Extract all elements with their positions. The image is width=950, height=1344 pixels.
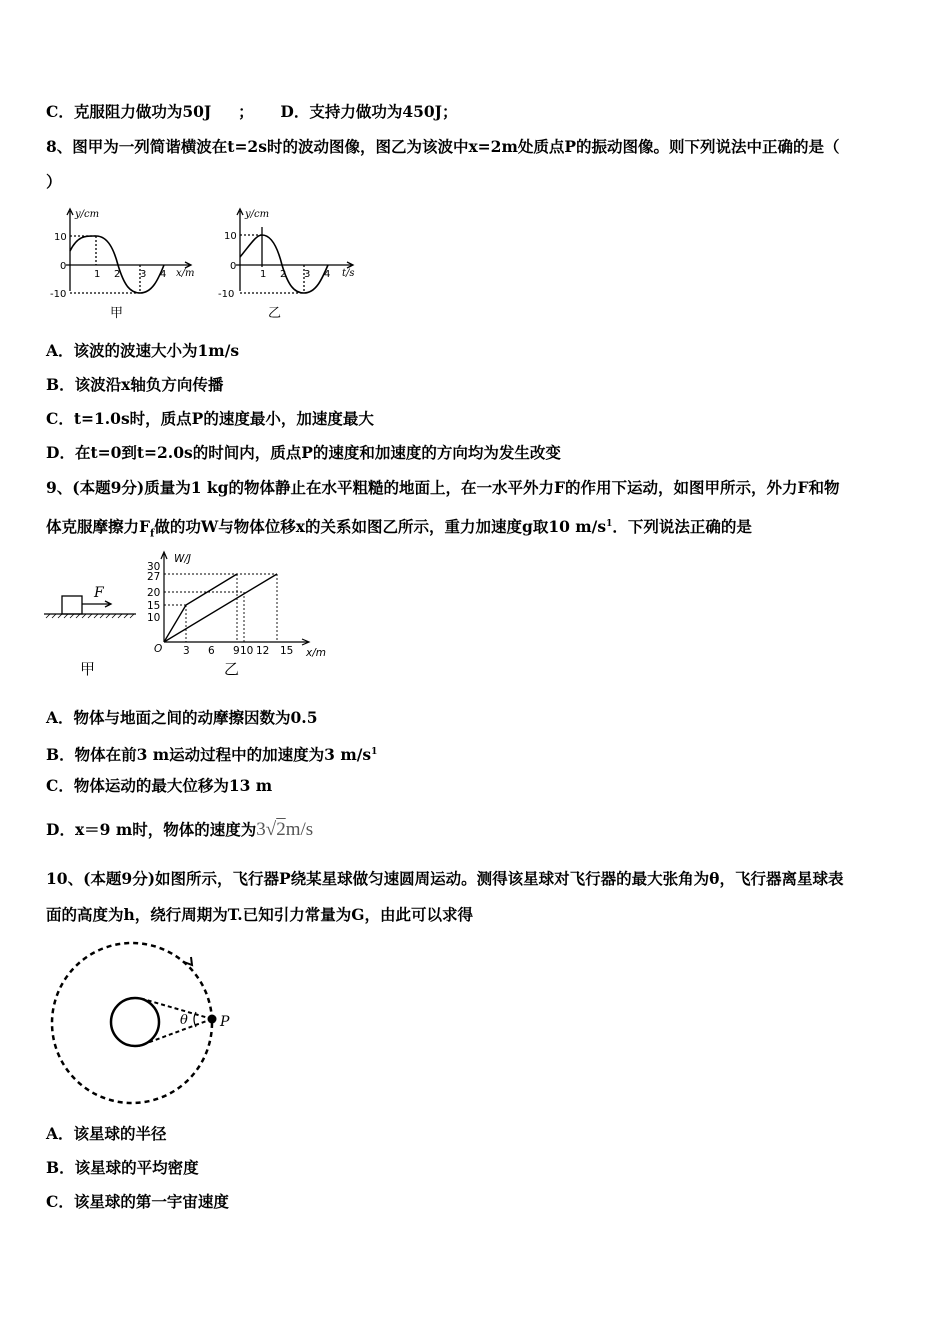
x-axis-label: x/m [176, 268, 195, 279]
q7-option-d: D．支持力做功为450J； [280, 102, 458, 121]
q8-option-c: C．t=1.0s时，质点P的速度最小，加速度最大 [46, 409, 374, 428]
q9-option-d: D．x＝9 m时，物体的速度为3√2m/s [46, 819, 314, 840]
y-axis-label: W/J [174, 553, 192, 565]
y-axis-label: y/cm [245, 209, 270, 220]
x-tick: 3 [183, 645, 190, 657]
figure-caption: 乙 [268, 306, 282, 321]
q8-option-b: B．该波沿x轴负方向传播 [46, 375, 224, 394]
y-tick: 10 [224, 231, 237, 242]
x-tick: 12 [256, 645, 270, 657]
x-tick: 15 [280, 645, 294, 657]
y-tick: 10 [54, 232, 67, 243]
y-tick: 27 [147, 571, 161, 583]
q7-options-line [46, 102, 458, 122]
q9-work-displacement-graph [144, 548, 340, 684]
x-tick: 9 [233, 645, 240, 657]
y-tick: -10 [50, 289, 67, 300]
y-axis-label: y/cm [75, 209, 100, 220]
q9-stem-line1: 9、(本题9分)质量为1 kg的物体静止在水平粗糙的地面上，在一水平外力F的作用下运动，如图甲所示，外力F和物 [46, 478, 840, 497]
orbit-circle [52, 943, 212, 1103]
q9-option-a: A．物体与地面之间的动摩擦因数为0.5 [46, 708, 318, 727]
y-tick: 20 [147, 587, 161, 599]
q10-stem-line2: 面的高度为h，绕行周期为T.已知引力常量为G，由此可以求得 [46, 905, 473, 924]
q9-stem-line2: 体克服摩擦力$F_f$做的功W与物体位移x的关系如图乙所示，重力加速度g取10 $m/s^1$．下列说法正确的是 [46, 517, 752, 540]
q8-wave-graph [48, 205, 208, 323]
x-axis-label: x/m [306, 647, 326, 659]
x-tick: 2 [280, 269, 287, 280]
spacecraft-dot [208, 1015, 217, 1024]
q10-stem-line1: 10、(本题9分)如图所示，飞行器P绕某星球做匀速圆周运动。测得该星球对飞行器的最大张角为θ，飞行器离星球表 [46, 869, 844, 888]
q8-option-a: A．该波的波速大小为1m/s [46, 341, 240, 360]
figure-caption: 甲 [80, 660, 96, 678]
q9-option-c: C．物体运动的最大位移为13 m [46, 776, 273, 795]
speed-expression: 3√2m/s [256, 819, 314, 840]
x-tick: 3 [304, 269, 311, 280]
y-tick: 10 [147, 612, 161, 624]
q8-vibration-graph [218, 205, 368, 323]
block [62, 596, 82, 614]
x-tick: 10 [240, 645, 254, 657]
q8-option-d: D．在t=0到t=2.0s的时间内，质点P的速度和加速度的方向均为发生改变 [46, 443, 561, 462]
x-tick: 3 [140, 269, 147, 280]
x-tick: 2 [114, 269, 121, 280]
tangent-line-upper [143, 999, 212, 1019]
force-label: F [94, 585, 104, 601]
q10-option-c: C．该星球的第一宇宙速度 [46, 1192, 229, 1211]
spacecraft-label: P [220, 1014, 230, 1030]
angle-label: θ [180, 1013, 188, 1028]
q9-option-b: B．物体在前3 m运动过程中的加速度为3 $m/s^1$ [46, 745, 378, 765]
q9-block-figure [44, 580, 144, 684]
y-tick: 0 [60, 261, 67, 272]
vibration-curve [240, 235, 331, 293]
q8-stem-line1: 8、图甲为一列简谐横波在t=2s时的波动图像，图乙为该波中x=2m处质点P的振动图像。则下列说法中正确的是（ [46, 137, 840, 156]
q10-option-b: B．该星球的平均密度 [46, 1158, 199, 1177]
x-tick: 1 [94, 269, 101, 280]
x-tick: 1 [260, 269, 267, 280]
sqrt-symbol: √ [265, 819, 277, 840]
x-tick: 4 [324, 269, 331, 280]
y-tick: 0 [230, 261, 237, 272]
x-axis-label: t/s [342, 268, 355, 279]
figure-caption: 甲 [110, 306, 124, 321]
planet-circle [111, 998, 159, 1046]
x-tick: 4 [160, 269, 167, 280]
y-tick: 15 [147, 600, 161, 612]
y-tick: 30 [147, 561, 161, 573]
q10-option-a: A．该星球的半径 [46, 1124, 167, 1143]
force-work-line [164, 574, 237, 642]
q8-stem-line2: ） [46, 172, 62, 191]
tangent-line-lower [139, 1019, 212, 1046]
q10-orbit-figure [46, 940, 246, 1110]
x-tick: 6 [208, 645, 215, 657]
figure-caption: 乙 [224, 660, 240, 678]
q7-option-c: C．克服阻力做功为50J [46, 102, 212, 121]
origin-label: O [154, 643, 163, 655]
y-tick: -10 [218, 289, 235, 300]
q7-separator: ； [238, 102, 254, 121]
